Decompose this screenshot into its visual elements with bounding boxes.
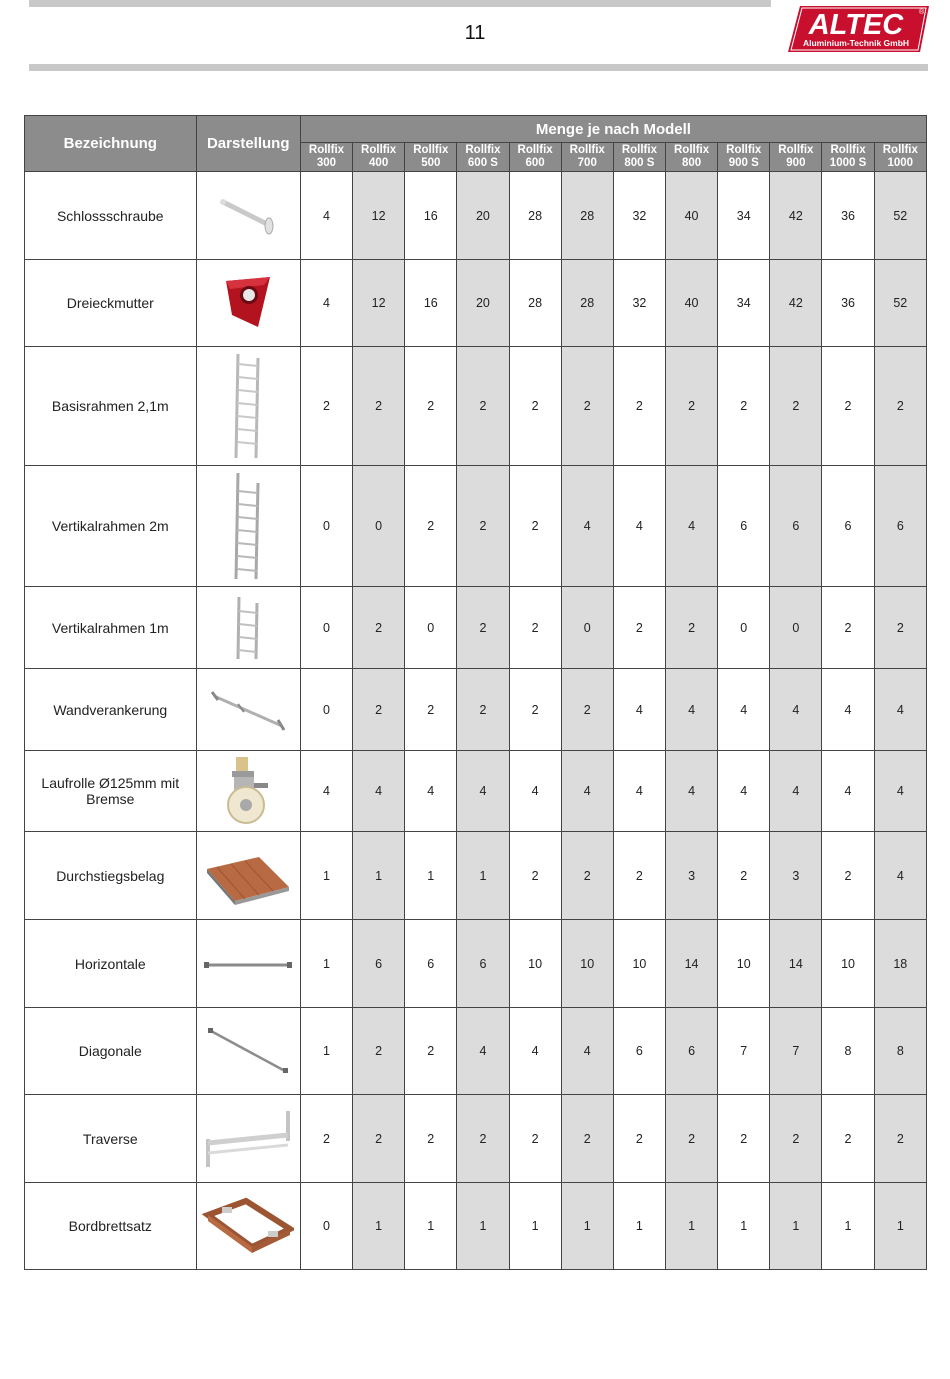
- model-line2: 500: [421, 157, 441, 169]
- quantity-cell: 28: [509, 172, 561, 260]
- quantity-cell: 0: [405, 587, 457, 669]
- part-name: Laufrolle Ø125mm mit Bremse: [25, 751, 197, 832]
- quantity-cell: 2: [405, 347, 457, 466]
- quantity-cell: 4: [613, 669, 665, 751]
- part-name: Durchstiegsbelag: [25, 832, 197, 920]
- quantity-cell: 36: [822, 172, 874, 260]
- quantity-cell: 2: [457, 466, 509, 587]
- quantity-cell: 1: [457, 832, 509, 920]
- bolt-icon: [196, 172, 300, 260]
- table-row: [25, 669, 927, 751]
- quantity-cell: 4: [613, 466, 665, 587]
- quantity-cell: 6: [874, 466, 926, 587]
- quantity-cell: 4: [561, 466, 613, 587]
- quantity-cell: 0: [300, 466, 352, 587]
- quantity-cell: 0: [718, 587, 770, 669]
- quantity-cell: 1: [300, 920, 352, 1008]
- quantity-cell: 10: [613, 920, 665, 1008]
- quantity-cell: 1: [718, 1183, 770, 1270]
- table-row: [25, 920, 927, 1008]
- model-header: [822, 143, 874, 172]
- quantity-cell: 2: [613, 832, 665, 920]
- model-line2: 900 S: [728, 157, 759, 169]
- quantity-cell: 4: [457, 1008, 509, 1095]
- quantity-cell: 2: [822, 832, 874, 920]
- table-row: [25, 172, 927, 260]
- table-row: [25, 1095, 927, 1183]
- quantity-cell: 4: [718, 669, 770, 751]
- quantity-cell: 4: [509, 1008, 561, 1095]
- quantity-cell: 8: [874, 1008, 926, 1095]
- quantity-cell: 2: [353, 1008, 405, 1095]
- model-line1: Rollfix: [361, 144, 397, 156]
- quantity-cell: 2: [822, 587, 874, 669]
- table-row: [25, 466, 927, 587]
- quantity-cell: 2: [457, 347, 509, 466]
- header-darstellung: Darstellung: [196, 116, 300, 172]
- quantity-cell: 34: [718, 260, 770, 347]
- quantity-cell: 6: [718, 466, 770, 587]
- quantity-cell: 42: [770, 172, 822, 260]
- triangle-nut-icon: [196, 260, 300, 347]
- quantity-cell: 20: [457, 172, 509, 260]
- quantity-cell: 2: [353, 347, 405, 466]
- model-line1: Rollfix: [726, 144, 762, 156]
- altec-logo: [786, 2, 929, 54]
- model-line1: Rollfix: [465, 144, 501, 156]
- quantity-cell: 16: [405, 260, 457, 347]
- header-bezeichnung: Bezeichnung: [25, 116, 197, 172]
- quantity-cell: 4: [822, 669, 874, 751]
- quantity-cell: 0: [561, 587, 613, 669]
- quantity-cell: 0: [300, 1183, 352, 1270]
- model-line2: 700: [577, 157, 597, 169]
- quantity-cell: 4: [665, 751, 717, 832]
- quantity-cell: 4: [300, 260, 352, 347]
- quantity-cell: 2: [770, 347, 822, 466]
- page-number: 11: [464, 22, 486, 44]
- model-header: [718, 143, 770, 172]
- quantity-cell: 6: [665, 1008, 717, 1095]
- quantity-cell: 52: [874, 172, 926, 260]
- model-header: [457, 143, 509, 172]
- part-name: Dreieckmutter: [25, 260, 197, 347]
- logo-subtitle: Aluminium-Technik GmbH: [802, 38, 910, 48]
- quantity-cell: 2: [874, 1095, 926, 1183]
- quantity-cell: 2: [718, 832, 770, 920]
- model-line1: Rollfix: [308, 144, 345, 156]
- header-rule: [29, 64, 928, 71]
- quantity-cell: 14: [665, 920, 717, 1008]
- top-rule: [29, 0, 771, 7]
- quantity-cell: 2: [509, 466, 561, 587]
- quantity-cell: 1: [874, 1183, 926, 1270]
- toe-board-set-icon: [196, 1183, 300, 1270]
- quantity-cell: 4: [822, 751, 874, 832]
- table-row: [25, 347, 927, 466]
- quantity-cell: 40: [665, 172, 717, 260]
- quantity-cell: 1: [770, 1183, 822, 1270]
- quantity-cell: 6: [353, 920, 405, 1008]
- quantity-cell: 2: [509, 832, 561, 920]
- quantity-cell: 2: [509, 347, 561, 466]
- quantity-cell: 1: [353, 1183, 405, 1270]
- part-name: Vertikalrahmen 1m: [25, 587, 197, 669]
- model-header: [405, 143, 457, 172]
- quantity-cell: 4: [613, 751, 665, 832]
- quantity-cell: 4: [561, 751, 613, 832]
- quantity-cell: 4: [665, 669, 717, 751]
- quantity-cell: 4: [718, 751, 770, 832]
- model-header: [613, 143, 665, 172]
- quantity-cell: 7: [770, 1008, 822, 1095]
- quantity-cell: 2: [561, 347, 613, 466]
- quantity-cell: 2: [457, 1095, 509, 1183]
- quantity-cell: 7: [718, 1008, 770, 1095]
- quantity-cell: 4: [405, 751, 457, 832]
- model-header: [874, 143, 926, 172]
- model-line2: 800: [681, 157, 702, 169]
- quantity-cell: 2: [509, 587, 561, 669]
- quantity-cell: 2: [300, 1095, 352, 1183]
- quantity-cell: 1: [822, 1183, 874, 1270]
- quantity-cell: 2: [718, 1095, 770, 1183]
- quantity-cell: 2: [457, 669, 509, 751]
- quantity-cell: 1: [300, 832, 352, 920]
- quantity-cell: 2: [509, 1095, 561, 1183]
- quantity-cell: 32: [613, 172, 665, 260]
- model-header: [665, 143, 717, 172]
- quantity-cell: 4: [509, 751, 561, 832]
- part-name: Diagonale: [25, 1008, 197, 1095]
- table-row: [25, 1008, 927, 1095]
- quantity-cell: 2: [613, 587, 665, 669]
- model-header: [770, 143, 822, 172]
- quantity-cell: 2: [405, 466, 457, 587]
- quantity-cell: 6: [405, 920, 457, 1008]
- quantity-cell: 12: [353, 260, 405, 347]
- quantity-cell: 52: [874, 260, 926, 347]
- quantity-cell: 2: [405, 1095, 457, 1183]
- quantity-cell: 2: [405, 1008, 457, 1095]
- part-name: Wandverankerung: [25, 669, 197, 751]
- quantity-cell: 1: [353, 832, 405, 920]
- model-line1: Rollfix: [569, 144, 605, 156]
- model-line2: 600 S: [467, 157, 498, 169]
- quantity-cell: 2: [353, 1095, 405, 1183]
- quantity-cell: 4: [874, 669, 926, 751]
- quantity-cell: 32: [613, 260, 665, 347]
- wall-anchor-icon: [196, 669, 300, 751]
- part-name: Schlossschraube: [25, 172, 197, 260]
- quantity-cell: 2: [874, 347, 926, 466]
- quantity-cell: 12: [353, 172, 405, 260]
- logo-registered: ®: [919, 9, 925, 16]
- quantity-cell: 4: [300, 751, 352, 832]
- quantity-cell: 2: [665, 1095, 717, 1183]
- diagonal-brace-icon: [196, 1008, 300, 1095]
- table-row: [25, 1183, 927, 1270]
- model-header: [561, 143, 613, 172]
- model-header: [509, 143, 561, 172]
- quantity-cell: 2: [353, 587, 405, 669]
- quantity-cell: 2: [561, 1095, 613, 1183]
- parts-table: [24, 115, 927, 1270]
- model-line2: 1000: [887, 157, 914, 169]
- table-row: [25, 260, 927, 347]
- quantity-cell: 42: [770, 260, 822, 347]
- header-menge: Menge je nach Modell: [300, 116, 926, 143]
- quantity-cell: 10: [822, 920, 874, 1008]
- model-line1: Rollfix: [830, 144, 866, 156]
- quantity-cell: 2: [822, 347, 874, 466]
- table-row: [25, 751, 927, 832]
- quantity-cell: 1: [457, 1183, 509, 1270]
- model-line2: 800 S: [624, 157, 655, 169]
- quantity-cell: 3: [665, 832, 717, 920]
- quantity-cell: 0: [300, 669, 352, 751]
- platform-deck-icon: [196, 832, 300, 920]
- horizontal-brace-icon: [196, 920, 300, 1008]
- quantity-cell: 36: [822, 260, 874, 347]
- logo-brand: ALTEC: [808, 9, 904, 41]
- quantity-cell: 2: [353, 669, 405, 751]
- model-line2: 300: [316, 157, 337, 169]
- quantity-cell: 0: [353, 466, 405, 587]
- table-row: [25, 832, 927, 920]
- quantity-cell: 1: [405, 1183, 457, 1270]
- quantity-cell: 18: [874, 920, 926, 1008]
- part-name: Traverse: [25, 1095, 197, 1183]
- quantity-cell: 2: [874, 587, 926, 669]
- quantity-cell: 6: [457, 920, 509, 1008]
- quantity-cell: 4: [665, 466, 717, 587]
- vertical-frame-1m-icon: [196, 587, 300, 669]
- quantity-cell: 6: [770, 466, 822, 587]
- quantity-cell: 10: [509, 920, 561, 1008]
- quantity-cell: 0: [770, 587, 822, 669]
- part-name: Bordbrettsatz: [25, 1183, 197, 1270]
- quantity-cell: 2: [613, 1095, 665, 1183]
- quantity-cell: 2: [822, 1095, 874, 1183]
- quantity-cell: 2: [613, 347, 665, 466]
- quantity-cell: 34: [718, 172, 770, 260]
- model-header: [353, 143, 405, 172]
- quantity-cell: 1: [509, 1183, 561, 1270]
- model-line1: Rollfix: [882, 144, 918, 156]
- model-line2: 1000 S: [829, 157, 867, 169]
- quantity-cell: 28: [509, 260, 561, 347]
- quantity-cell: 4: [353, 751, 405, 832]
- model-header: [300, 143, 352, 172]
- quantity-cell: 4: [561, 1008, 613, 1095]
- model-line1: Rollfix: [778, 144, 814, 156]
- quantity-cell: 16: [405, 172, 457, 260]
- quantity-cell: 28: [561, 260, 613, 347]
- part-name: Horizontale: [25, 920, 197, 1008]
- quantity-cell: 2: [718, 347, 770, 466]
- quantity-cell: 2: [770, 1095, 822, 1183]
- quantity-cell: 4: [874, 751, 926, 832]
- quantity-cell: 2: [665, 587, 717, 669]
- model-line1: Rollfix: [413, 144, 449, 156]
- quantity-cell: 20: [457, 260, 509, 347]
- quantity-cell: 4: [770, 751, 822, 832]
- quantity-cell: 1: [665, 1183, 717, 1270]
- quantity-cell: 2: [405, 669, 457, 751]
- quantity-cell: 4: [874, 832, 926, 920]
- quantity-cell: 1: [613, 1183, 665, 1270]
- quantity-cell: 1: [561, 1183, 613, 1270]
- model-line1: Rollfix: [517, 144, 553, 156]
- traverse-icon: [196, 1095, 300, 1183]
- model-line2: 900: [786, 157, 806, 169]
- quantity-cell: 1: [405, 832, 457, 920]
- part-name: Vertikalrahmen 2m: [25, 466, 197, 587]
- quantity-cell: 2: [457, 587, 509, 669]
- quantity-cell: 10: [561, 920, 613, 1008]
- model-line1: Rollfix: [673, 144, 710, 156]
- quantity-cell: 0: [300, 587, 352, 669]
- quantity-cell: 3: [770, 832, 822, 920]
- quantity-cell: 2: [561, 669, 613, 751]
- table-row: [25, 587, 927, 669]
- part-name: Basisrahmen 2,1m: [25, 347, 197, 466]
- quantity-cell: 4: [300, 172, 352, 260]
- quantity-cell: 2: [300, 347, 352, 466]
- model-line2: 600: [525, 157, 545, 169]
- vertical-frame-2m-icon: [196, 466, 300, 587]
- model-line2: 400: [369, 157, 389, 169]
- quantity-cell: 6: [822, 466, 874, 587]
- quantity-cell: 6: [613, 1008, 665, 1095]
- base-frame-icon: [196, 347, 300, 466]
- quantity-cell: 4: [770, 669, 822, 751]
- quantity-cell: 40: [665, 260, 717, 347]
- quantity-cell: 4: [457, 751, 509, 832]
- quantity-cell: 14: [770, 920, 822, 1008]
- quantity-cell: 1: [300, 1008, 352, 1095]
- castor-wheel-icon: [196, 751, 300, 832]
- model-line1: Rollfix: [621, 144, 657, 156]
- quantity-cell: 28: [561, 172, 613, 260]
- quantity-cell: 2: [561, 832, 613, 920]
- quantity-cell: 2: [509, 669, 561, 751]
- quantity-cell: 2: [665, 347, 717, 466]
- quantity-cell: 10: [718, 920, 770, 1008]
- quantity-cell: 8: [822, 1008, 874, 1095]
